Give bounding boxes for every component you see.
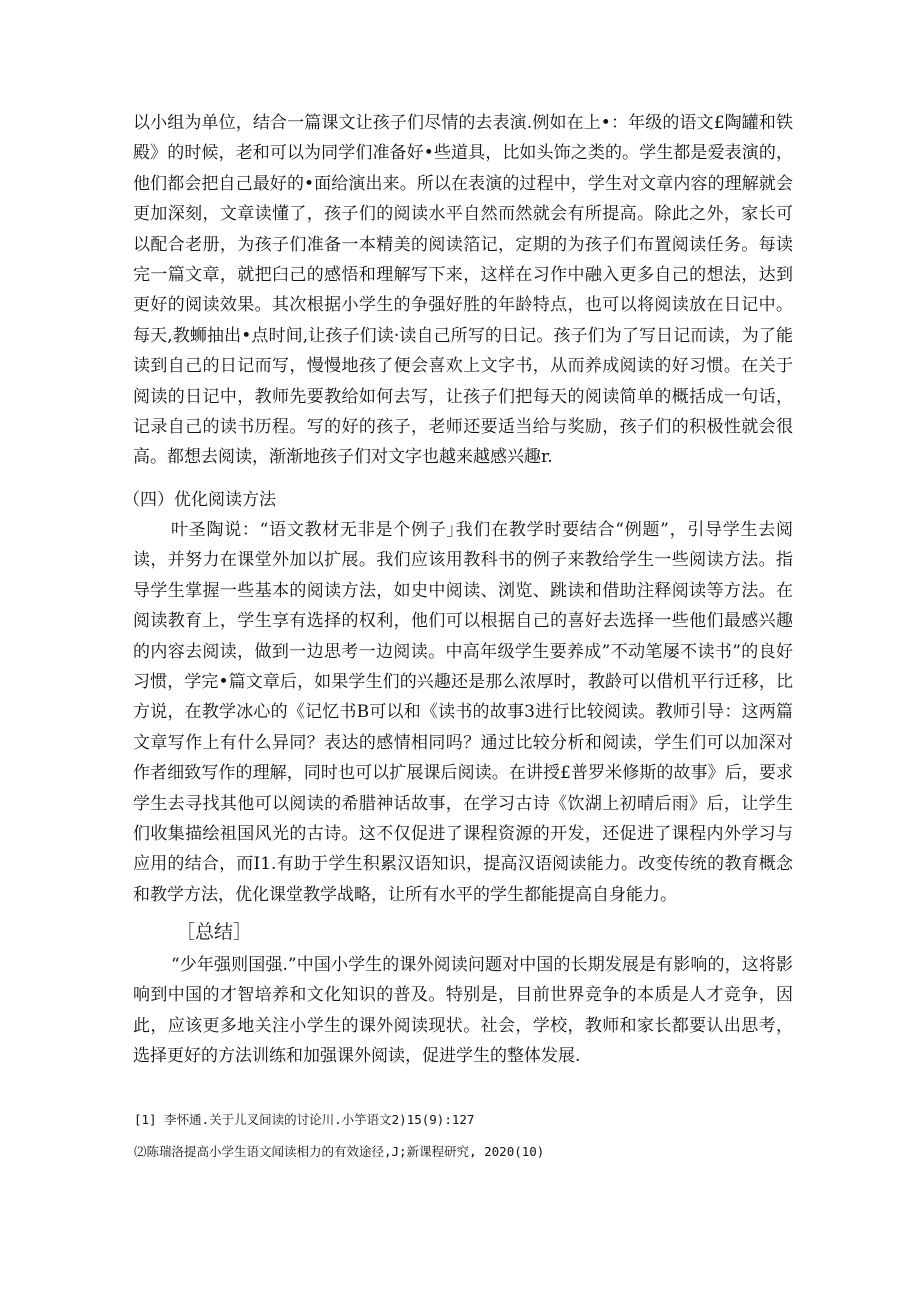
reference-1: [1] 李怀通.关于儿叉间读的讨论川.小竽语文2)15(9):127 <box>134 1112 475 1127</box>
body-paragraph-reading-methods: 叶圣陶说：“语文教材无非是个例子｣我们在教学时要结合“例题”，引导学生去阅读，并努力在课堂外加以扩展。我们应该用教科书的例子来教给学生一些阅读方法。指导学生掌握一些基本的阅读方法，如史中阅读、浏览、跳读和借助注释阅读等方法。在阅读教育上，学生享有选择的权利，他们可以根据自己的喜好去选择一些他们最感兴趣的内容去阅读，做到一边思考一边阅读。中高年级学生要养成”不动笔屡不读书”的良好习惯，学完•篇文章后，如果学生们的兴趣还是那么浓厚时，教龄可以借机平行迁移，比方说，在教学冰心的《记忆书B可以和《读书的故事3进行比较阅读。教师引导：这两篇文章写作上有什么异同？表达的感情相同吗？通过比较分析和阅读，学生们可以加深对作者细致写作的理解，同时也可以扩展课后阅读。在讲授£普罗米修斯的故事》后，要求学生去寻找其他可以阅读的希腊神话故事，在学习古诗《饮湖上初晴后雨》后，让学生们收集描绘祖国风光的古诗。这不仅促进了课程资源的开发，还促进了课程内外学习与应用的结合，而I1.有助于学生积累汉语知识，提高汉语阅读能力。改变传统的教育概念和教学方法，优化课堂教学战略，让所有水平的学生都能提高自身能力。 <box>133 520 793 905</box>
summary-heading: ［总结］ <box>176 921 253 943</box>
body-paragraph-performance-and-diary: 以小组为单位，结合一篇课文让孩子们尽情的去表演.例如在上•：年级的语文£陶罐和铁殿》的时候，老和可以为同学们准备好•些道具，比如头饰之类的。学生都是爱表演的，他们都会把自己最好的•面给演出来。所以在表演的过程中，学生对文章内容的理解就会更加深刻，文章读懂了，孩子们的阅读水平自然而然就会有所提高。除此之外，家长可以配合老册，为孩子们准备一本精美的阅读箔记，定期的为孩子们布置阅读任务。每读完一篇文章，就把臼己的感悟和理解写下来，这样在习作中融入更多自己的想法，达到更好的阅读效果。其次根据小学生的争强好胜的年龄特点，也可以将阅读放在日记中。每天,教蛳抽出•点时间,让孩子们读·读自己所写的日记。孩子们为了写日记而读，为了能读到自己的日记而写，慢慢地孩了便会喜欢上文字书，从而养成阅读的好习惯。在关于阅读的日记中，教师先要教给如何去写，让孩子们把每天的阅读简单的概括成一句话，记录自己的读书历程。写的好的孩子，老师还要适当给与奖励，孩子们的积极性就会很高。都想去阅读，渐渐地孩子们对文字也越来越感兴趣r. <box>133 113 793 468</box>
section-heading-optimize-reading: （四）优化阅读方法 <box>123 490 276 510</box>
summary-paragraph: “少年强则国强.”中国小学生的课外阅读问题对中国的长期发展是有影响的，这将影响到中国的才智培养和文化知识的普及。特别是，目前世界竞争的本质是人才竞争，因此，应该更多地关注小学生的课外阅读现状。社会，学校，教师和家长都要认出思考，选择更好的方法训练和加强课外阅读，促进学生的整体发展. <box>133 955 793 1067</box>
reference-2: ⑵陈瑞洛提高小学生语文闻读相力的有效途径,J;新课程研究, 2020(10) <box>134 1144 545 1159</box>
